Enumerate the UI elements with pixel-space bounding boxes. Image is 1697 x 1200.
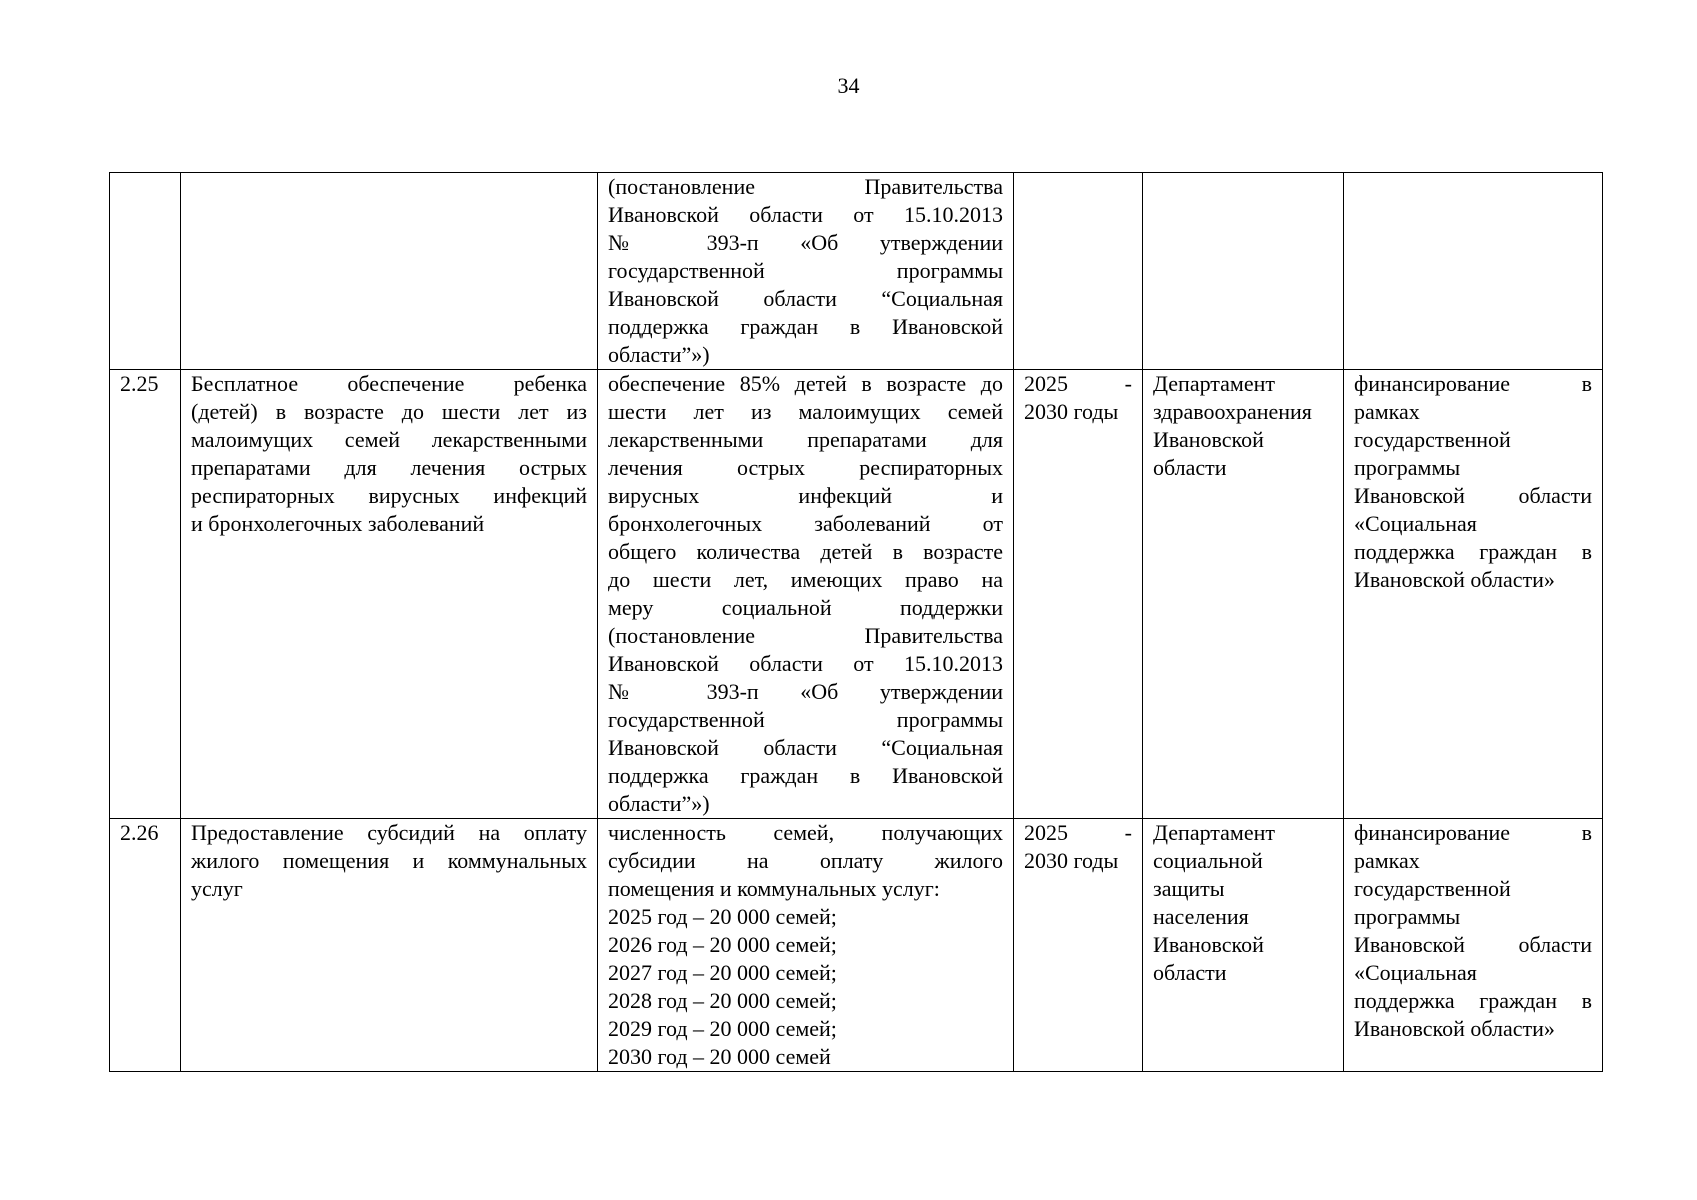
measure-cell [181,173,598,370]
page-number: 34 [837,73,860,98]
indicator-line: помещения и коммунальных услуг: [608,876,940,901]
financing-line: государственной [1354,876,1511,901]
executor-line: области [1153,960,1227,985]
financing-line: поддержка граждан в [1354,539,1592,564]
financing-line: Ивановской области» [1354,567,1555,592]
indicator-cell [598,370,1014,819]
period-line: 2030 годы [1024,848,1119,873]
financing-line: рамках [1354,848,1420,873]
indicator-line: области”») [608,342,710,367]
indicator-line: поддержка граждан в Ивановской [608,314,1003,339]
measure-line: жилого помещения и коммунальных [191,848,587,873]
executor-line: Ивановской [1153,427,1264,452]
period-cell [1014,370,1143,819]
measure-line: препаратами для лечения острых [191,455,587,480]
measures-table [109,172,1603,1072]
table-row [110,819,1603,1072]
indicator-line: государственной программы [608,258,1003,283]
period-cell [1014,173,1143,370]
indicator-line: области”») [608,791,710,816]
measure-line: услуг [191,876,243,901]
row-number-cell: 2.25 [110,370,181,819]
indicator-line: лечения острых респираторных [608,455,1003,480]
period-line: 2025 - [1024,820,1132,845]
measure-line: респираторных вирусных инфекций [191,483,587,508]
measure-cell [181,370,598,819]
financing-line: «Социальная [1354,511,1477,536]
indicator-line: вирусных инфекций и [608,483,1003,508]
indicator-line: государственной программы [608,707,1003,732]
indicator-cell [598,819,1014,1072]
financing-line: «Социальная [1354,960,1477,985]
period-line: 2030 годы [1024,399,1119,424]
indicator-line: поддержка граждан в Ивановской [608,763,1003,788]
indicator-line: Ивановской области “Социальная [608,286,1003,311]
executor-line: Департамент [1153,371,1276,396]
indicator-line: субсидии на оплату жилого [608,848,1003,873]
measure-line: и бронхолегочных заболеваний [191,511,485,536]
measure-line: малоимущих семей лекарственными [191,427,587,452]
indicator-line: 2026 год – 20 000 семей; [608,932,837,957]
indicator-line: лекарственными препаратами для [608,427,1003,452]
financing-line: Ивановской области [1354,932,1592,957]
indicator-line: численность семей, получающих [608,820,1003,845]
row-number-cell [110,173,181,370]
table-body [110,173,1603,1072]
indicator-line: 2025 год – 20 000 семей; [608,904,837,929]
financing-line: финансирование в [1354,820,1592,845]
indicator-line: 2029 год – 20 000 семей; [608,1016,837,1041]
financing-line: программы [1354,455,1461,480]
measure-line: Бесплатное обеспечение ребенка [191,371,587,396]
period-line: 2025 - [1024,371,1132,396]
financing-cell [1344,370,1603,819]
executor-line: Департамент [1153,820,1276,845]
financing-line: рамках [1354,399,1420,424]
indicator-cell [598,173,1014,370]
executor-cell [1143,819,1344,1072]
indicator-line: до шести лет, имеющих право на [608,567,1003,592]
executor-line: здравоохранения [1153,399,1312,424]
table-row [110,370,1603,819]
measure-line: (детей) в возрасте до шести лет из [191,399,587,424]
financing-line: Ивановской области» [1354,1016,1555,1041]
indicator-line: 2030 год – 20 000 семей [608,1044,831,1069]
row-number-cell: 2.26 [110,819,181,1072]
financing-cell [1344,819,1603,1072]
executor-cell [1143,370,1344,819]
measure-cell [181,819,598,1072]
executor-line: населения [1153,904,1249,929]
financing-cell [1344,173,1603,370]
indicator-line: Ивановской области от 15.10.2013 [608,651,1003,676]
indicator-line: Ивановской области от 15.10.2013 [608,202,1003,227]
indicator-line: № 393-п «Об утверждении [608,230,1003,255]
indicator-line: (постановление Правительства [608,174,1003,199]
indicator-line: № 393-п «Об утверждении [608,679,1003,704]
indicator-line: 2027 год – 20 000 семей; [608,960,837,985]
executor-cell [1143,173,1344,370]
period-cell [1014,819,1143,1072]
financing-line: финансирование в [1354,371,1592,396]
indicator-line: (постановление Правительства [608,623,1003,648]
indicator-line: меру социальной поддержки [608,595,1003,620]
indicator-line: бронхолегочных заболеваний от [608,511,1003,536]
indicator-line: шести лет из малоимущих семей [608,399,1003,424]
measure-line: Предоставление субсидий на оплату [191,820,587,845]
financing-line: государственной [1354,427,1511,452]
financing-line: поддержка граждан в [1354,988,1592,1013]
indicator-line: 2028 год – 20 000 семей; [608,988,837,1013]
executor-line: Ивановской [1153,932,1264,957]
financing-line: программы [1354,904,1461,929]
executor-line: защиты [1153,876,1225,901]
executor-line: области [1153,455,1227,480]
financing-line: Ивановской области [1354,483,1592,508]
indicator-line: общего количества детей в возрасте [608,539,1003,564]
indicator-line: Ивановской области “Социальная [608,735,1003,760]
table-row [110,173,1603,370]
executor-line: социальной [1153,848,1263,873]
indicator-line: обеспечение 85% детей в возрасте до [608,371,1003,396]
